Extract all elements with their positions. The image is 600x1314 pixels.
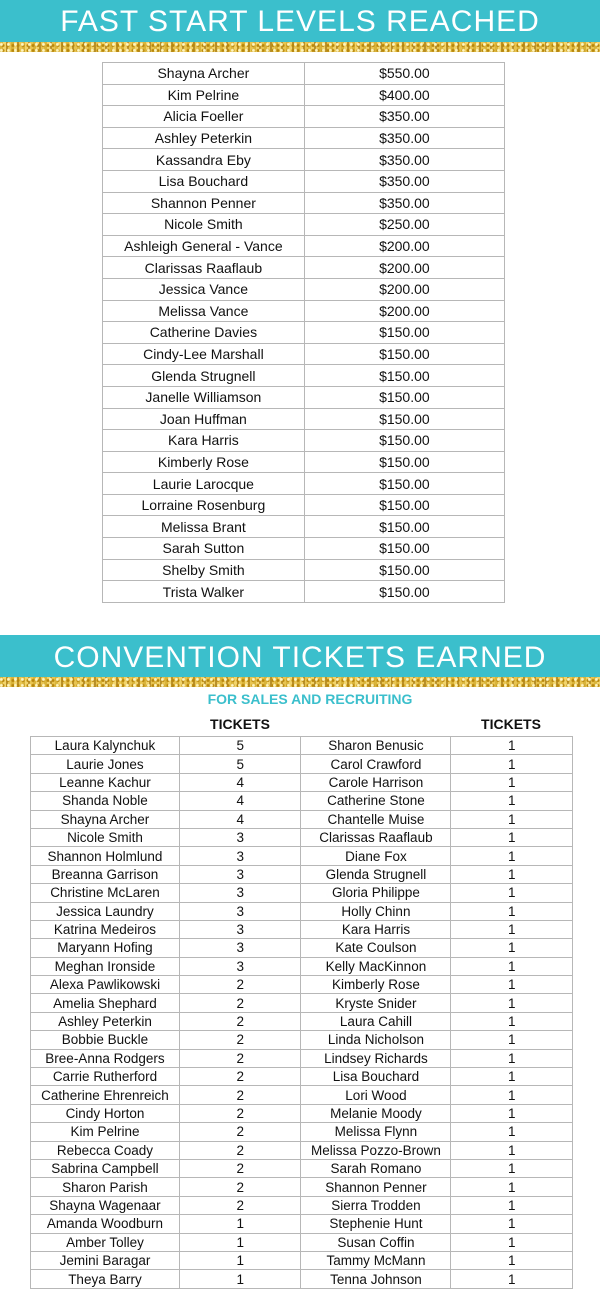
member-name: Shayna Archer	[103, 63, 305, 85]
ticket-count: 1	[179, 1215, 301, 1233]
ticket-count: 1	[451, 1049, 573, 1067]
glitter-divider	[0, 677, 600, 687]
member-name: Ashley Peterkin	[31, 1012, 180, 1030]
table-row	[31, 1031, 573, 1049]
table-row	[31, 1178, 573, 1196]
ticket-count: 1	[451, 828, 573, 846]
ticket-count: 1	[451, 1031, 573, 1049]
table-row	[31, 737, 573, 755]
table-row	[31, 1251, 573, 1269]
fast-start-amount: $200.00	[304, 278, 504, 300]
member-name: Lisa Bouchard	[103, 170, 305, 192]
member-name: Kate Coulson	[301, 939, 451, 957]
ticket-count: 1	[451, 810, 573, 828]
table-row	[31, 1012, 573, 1030]
member-name: Amelia Shephard	[31, 994, 180, 1012]
ticket-count: 1	[451, 1159, 573, 1177]
ticket-count: 1	[451, 884, 573, 902]
table-row	[103, 473, 505, 495]
fast-start-amount: $350.00	[304, 127, 504, 149]
member-name: Kim Pelrine	[31, 1123, 180, 1141]
fast-start-amount: $150.00	[304, 451, 504, 473]
member-name: Nicole Smith	[31, 828, 180, 846]
member-name: Shannon Holmlund	[31, 847, 180, 865]
table-row	[103, 214, 505, 236]
member-name: Glenda Strugnell	[103, 365, 305, 387]
table-row	[103, 322, 505, 344]
table-row	[103, 127, 505, 149]
tickets-header-right: TICKETS	[481, 716, 541, 732]
member-name: Janelle Williamson	[103, 386, 305, 408]
member-name: Melissa Vance	[103, 300, 305, 322]
member-name: Alexa Pawlikowski	[31, 976, 180, 994]
member-name: Melissa Flynn	[301, 1123, 451, 1141]
fast-start-amount: $150.00	[304, 473, 504, 495]
member-name: Lorraine Rosenburg	[103, 494, 305, 516]
table-row	[103, 257, 505, 279]
fast-start-amount: $150.00	[304, 538, 504, 560]
table-row	[31, 810, 573, 828]
table-row	[31, 1141, 573, 1159]
ticket-count: 1	[451, 847, 573, 865]
member-name: Kara Harris	[301, 920, 451, 938]
ticket-count: 1	[451, 1233, 573, 1251]
tickets-header-left: TICKETS	[210, 716, 270, 732]
ticket-count: 5	[179, 755, 301, 773]
member-name: Sharon Parish	[31, 1178, 180, 1196]
ticket-count: 2	[179, 1086, 301, 1104]
ticket-count: 1	[179, 1270, 301, 1288]
ticket-count: 2	[179, 1159, 301, 1177]
member-name: Cindy Horton	[31, 1104, 180, 1122]
fast-start-amount: $150.00	[304, 365, 504, 387]
member-name: Shannon Penner	[103, 192, 305, 214]
fast-start-amount: $150.00	[304, 322, 504, 344]
member-name: Alicia Foeller	[103, 106, 305, 128]
table-row	[31, 1159, 573, 1177]
member-name: Glenda Strugnell	[301, 865, 451, 883]
member-name: Gloria Philippe	[301, 884, 451, 902]
member-name: Jemini Baragar	[31, 1251, 180, 1269]
fast-start-amount: $150.00	[304, 516, 504, 538]
ticket-count: 1	[451, 902, 573, 920]
table-row	[103, 149, 505, 171]
table-row	[103, 408, 505, 430]
fast-start-amount: $250.00	[304, 214, 504, 236]
table-row	[103, 581, 505, 603]
table-row	[103, 365, 505, 387]
member-name: Lisa Bouchard	[301, 1068, 451, 1086]
member-name: Kara Harris	[103, 430, 305, 452]
member-name: Ashley Peterkin	[103, 127, 305, 149]
table-row	[31, 1049, 573, 1067]
table-row	[31, 1233, 573, 1251]
ticket-count: 3	[179, 920, 301, 938]
table-row	[31, 902, 573, 920]
fast-start-title: FAST START LEVELS REACHED	[60, 5, 540, 38]
table-row	[31, 1068, 573, 1086]
table-row	[103, 300, 505, 322]
table-row	[103, 386, 505, 408]
ticket-count: 2	[179, 1196, 301, 1214]
member-name: Kim Pelrine	[103, 84, 305, 106]
ticket-count: 1	[451, 792, 573, 810]
ticket-count: 2	[179, 1031, 301, 1049]
member-name: Shayna Archer	[31, 810, 180, 828]
fast-start-amount: $400.00	[304, 84, 504, 106]
member-name: Trista Walker	[103, 581, 305, 603]
member-name: Shayna Wagenaar	[31, 1196, 180, 1214]
member-name: Theya Barry	[31, 1270, 180, 1288]
fast-start-amount: $150.00	[304, 343, 504, 365]
fast-start-amount: $350.00	[304, 192, 504, 214]
table-row	[31, 1270, 573, 1288]
member-name: Shelby Smith	[103, 559, 305, 581]
member-name: Bobbie Buckle	[31, 1031, 180, 1049]
fast-start-amount: $200.00	[304, 300, 504, 322]
convention-tickets-table	[30, 736, 573, 1289]
member-name: Diane Fox	[301, 847, 451, 865]
member-name: Linda Nicholson	[301, 1031, 451, 1049]
member-name: Sierra Trodden	[301, 1196, 451, 1214]
ticket-count: 3	[179, 865, 301, 883]
member-name: Bree-Anna Rodgers	[31, 1049, 180, 1067]
table-row	[103, 235, 505, 257]
ticket-count: 1	[451, 773, 573, 791]
member-name: Melissa Brant	[103, 516, 305, 538]
ticket-count: 2	[179, 994, 301, 1012]
ticket-count: 3	[179, 828, 301, 846]
ticket-count: 1	[451, 939, 573, 957]
ticket-count: 1	[451, 1178, 573, 1196]
member-name: Laurie Larocque	[103, 473, 305, 495]
member-name: Maryann Hofing	[31, 939, 180, 957]
table-row	[103, 451, 505, 473]
fast-start-table	[102, 62, 505, 603]
table-row	[103, 538, 505, 560]
table-row	[31, 1196, 573, 1214]
table-row	[31, 1104, 573, 1122]
convention-banner	[0, 635, 600, 677]
table-row	[31, 828, 573, 846]
ticket-count: 2	[179, 1123, 301, 1141]
table-row	[103, 63, 505, 85]
table-row	[31, 1086, 573, 1104]
ticket-count: 4	[179, 773, 301, 791]
table-row	[31, 957, 573, 975]
table-row	[103, 84, 505, 106]
ticket-count: 1	[451, 737, 573, 755]
ticket-count: 3	[179, 902, 301, 920]
member-name: Christine McLaren	[31, 884, 180, 902]
glitter-divider	[0, 42, 600, 52]
table-row	[103, 559, 505, 581]
member-name: Stephenie Hunt	[301, 1215, 451, 1233]
table-row	[31, 939, 573, 957]
ticket-count: 2	[179, 1049, 301, 1067]
member-name: Kelly MacKinnon	[301, 957, 451, 975]
member-name: Shanda Noble	[31, 792, 180, 810]
member-name: Kassandra Eby	[103, 149, 305, 171]
ticket-count: 4	[179, 810, 301, 828]
member-name: Amber Tolley	[31, 1233, 180, 1251]
table-row	[31, 994, 573, 1012]
ticket-count: 2	[179, 976, 301, 994]
table-row	[31, 1123, 573, 1141]
member-name: Sarah Sutton	[103, 538, 305, 560]
table-row	[31, 755, 573, 773]
fast-start-amount: $200.00	[304, 257, 504, 279]
member-name: Laura Cahill	[301, 1012, 451, 1030]
ticket-count: 2	[179, 1178, 301, 1196]
fast-start-amount: $150.00	[304, 494, 504, 516]
member-name: Chantelle Muise	[301, 810, 451, 828]
fast-start-amount: $550.00	[304, 63, 504, 85]
ticket-count: 1	[451, 957, 573, 975]
ticket-count: 1	[451, 1196, 573, 1214]
member-name: Leanne Kachur	[31, 773, 180, 791]
member-name: Kryste Snider	[301, 994, 451, 1012]
ticket-count: 5	[179, 737, 301, 755]
member-name: Susan Coffin	[301, 1233, 451, 1251]
ticket-count: 1	[451, 994, 573, 1012]
table-row	[103, 106, 505, 128]
table-row	[103, 516, 505, 538]
ticket-count: 3	[179, 939, 301, 957]
member-name: Tammy McMann	[301, 1251, 451, 1269]
ticket-count: 1	[179, 1251, 301, 1269]
member-name: Melanie Moody	[301, 1104, 451, 1122]
member-name: Sharon Benusic	[301, 737, 451, 755]
member-name: Catherine Davies	[103, 322, 305, 344]
ticket-count: 1	[451, 1086, 573, 1104]
ticket-count: 4	[179, 792, 301, 810]
fast-start-amount: $150.00	[304, 581, 504, 603]
ticket-count: 1	[451, 865, 573, 883]
member-name: Meghan Ironside	[31, 957, 180, 975]
member-name: Sabrina Campbell	[31, 1159, 180, 1177]
member-name: Clarissas Raaflaub	[301, 828, 451, 846]
fast-start-amount: $150.00	[304, 408, 504, 430]
ticket-count: 1	[451, 1251, 573, 1269]
ticket-count: 1	[451, 1068, 573, 1086]
member-name: Jessica Laundry	[31, 902, 180, 920]
member-name: Laurie Jones	[31, 755, 180, 773]
member-name: Shannon Penner	[301, 1178, 451, 1196]
member-name: Carole Harrison	[301, 773, 451, 791]
member-name: Carol Crawford	[301, 755, 451, 773]
member-name: Kimberly Rose	[103, 451, 305, 473]
member-name: Carrie Rutherford	[31, 1068, 180, 1086]
table-row	[31, 865, 573, 883]
member-name: Ashleigh General - Vance	[103, 235, 305, 257]
ticket-count: 1	[451, 1012, 573, 1030]
member-name: Katrina Medeiros	[31, 920, 180, 938]
fast-start-amount: $350.00	[304, 149, 504, 171]
table-row	[31, 847, 573, 865]
member-name: Catherine Stone	[301, 792, 451, 810]
ticket-count: 1	[451, 1104, 573, 1122]
member-name: Holly Chinn	[301, 902, 451, 920]
member-name: Cindy-Lee Marshall	[103, 343, 305, 365]
table-row	[31, 884, 573, 902]
ticket-count: 2	[179, 1104, 301, 1122]
convention-subtitle: FOR SALES AND RECRUITING	[207, 691, 413, 707]
table-row	[31, 1215, 573, 1233]
table-row	[103, 278, 505, 300]
member-name: Melissa Pozzo-Brown	[301, 1141, 451, 1159]
ticket-count: 1	[451, 1270, 573, 1288]
fast-start-amount: $150.00	[304, 559, 504, 581]
member-name: Joan Huffman	[103, 408, 305, 430]
table-row	[31, 920, 573, 938]
fast-start-amount: $350.00	[304, 170, 504, 192]
table-row	[31, 792, 573, 810]
member-name: Breanna Garrison	[31, 865, 180, 883]
member-name: Tenna Johnson	[301, 1270, 451, 1288]
fast-start-amount: $150.00	[304, 430, 504, 452]
ticket-count: 1	[451, 920, 573, 938]
member-name: Lori Wood	[301, 1086, 451, 1104]
table-row	[103, 430, 505, 452]
ticket-count: 1	[179, 1233, 301, 1251]
ticket-count: 2	[179, 1068, 301, 1086]
table-row	[103, 192, 505, 214]
fast-start-banner	[0, 0, 600, 42]
member-name: Laura Kalynchuk	[31, 737, 180, 755]
member-name: Sarah Romano	[301, 1159, 451, 1177]
ticket-count: 3	[179, 957, 301, 975]
table-row	[103, 343, 505, 365]
member-name: Rebecca Coady	[31, 1141, 180, 1159]
member-name: Kimberly Rose	[301, 976, 451, 994]
ticket-count: 1	[451, 1141, 573, 1159]
convention-title: CONVENTION TICKETS EARNED	[53, 641, 547, 674]
member-name: Amanda Woodburn	[31, 1215, 180, 1233]
member-name: Nicole Smith	[103, 214, 305, 236]
ticket-count: 1	[451, 976, 573, 994]
fast-start-amount: $200.00	[304, 235, 504, 257]
table-row	[31, 773, 573, 791]
ticket-count: 1	[451, 1215, 573, 1233]
member-name: Catherine Ehrenreich	[31, 1086, 180, 1104]
table-row	[31, 976, 573, 994]
member-name: Clarissas Raaflaub	[103, 257, 305, 279]
ticket-count: 2	[179, 1141, 301, 1159]
ticket-count: 3	[179, 884, 301, 902]
fast-start-amount: $350.00	[304, 106, 504, 128]
ticket-count: 1	[451, 1123, 573, 1141]
table-row	[103, 494, 505, 516]
member-name: Jessica Vance	[103, 278, 305, 300]
ticket-count: 3	[179, 847, 301, 865]
ticket-count: 2	[179, 1012, 301, 1030]
ticket-count: 1	[451, 755, 573, 773]
member-name: Lindsey Richards	[301, 1049, 451, 1067]
table-row	[103, 170, 505, 192]
fast-start-amount: $150.00	[304, 386, 504, 408]
